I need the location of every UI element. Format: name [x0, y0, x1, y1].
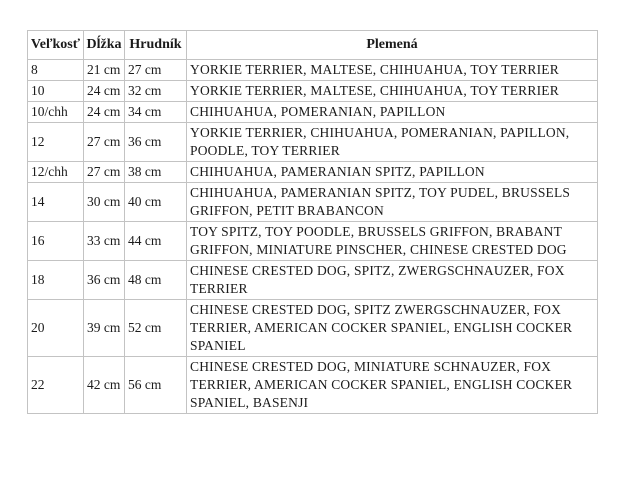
cell-breeds: TOY SPITZ, TOY POODLE, BRUSSELS GRIFFON, BRABANT GRIFFON, MINIATURE PINSCHER, CHINESE CRESTED DOG [187, 222, 598, 261]
cell-chest: 48 cm [125, 261, 187, 300]
cell-size: 16 [28, 222, 84, 261]
cell-length: 39 cm [84, 300, 125, 357]
cell-breeds: YORKIE TERRIER, CHIHUAHUA, POMERANIAN, PAPILLON, POODLE, TOY TERRIER [187, 123, 598, 162]
table-row [28, 222, 598, 261]
cell-size: 12 [28, 123, 84, 162]
cell-length: 27 cm [84, 123, 125, 162]
cell-chest: 44 cm [125, 222, 187, 261]
cell-size: 22 [28, 357, 84, 414]
table-row [28, 162, 598, 183]
cell-breeds: CHIHUAHUA, PAMERANIAN SPITZ, TOY PUDEL, BRUSSELS GRIFFON, PETIT BRABANCON [187, 183, 598, 222]
cell-length: 24 cm [84, 81, 125, 102]
cell-breeds: CHINESE CRESTED DOG, MINIATURE SCHNAUZER, FOX TERRIER, AMERICAN COCKER SPANIEL, ENGLISH COCKER SPANIEL, BASENJI [187, 357, 598, 414]
table-row [28, 123, 598, 162]
header-size: Veľkosť [28, 31, 84, 60]
cell-size: 18 [28, 261, 84, 300]
cell-length: 27 cm [84, 162, 125, 183]
cell-size: 10/chh [28, 102, 84, 123]
cell-size: 10 [28, 81, 84, 102]
cell-size: 12/chh [28, 162, 84, 183]
cell-length: 21 cm [84, 60, 125, 81]
cell-breeds: CHINESE CRESTED DOG, SPITZ ZWERGSCHNAUZER, FOX TERRIER, AMERICAN COCKER SPANIEL, ENGLISH COCKER SPANIEL [187, 300, 598, 357]
cell-length: 24 cm [84, 102, 125, 123]
cell-length: 33 cm [84, 222, 125, 261]
cell-chest: 52 cm [125, 300, 187, 357]
header-breeds: Plemená [187, 31, 598, 60]
table-header-row [28, 31, 598, 60]
cell-chest: 34 cm [125, 102, 187, 123]
cell-chest: 27 cm [125, 60, 187, 81]
cell-length: 36 cm [84, 261, 125, 300]
header-length: Dĺžka [84, 31, 125, 60]
cell-chest: 56 cm [125, 357, 187, 414]
table-row [28, 357, 598, 414]
cell-size: 14 [28, 183, 84, 222]
table-row [28, 300, 598, 357]
cell-chest: 40 cm [125, 183, 187, 222]
table-row [28, 81, 598, 102]
table-row [28, 102, 598, 123]
cell-chest: 32 cm [125, 81, 187, 102]
size-chart-table [27, 30, 598, 414]
table-row [28, 60, 598, 81]
cell-length: 30 cm [84, 183, 125, 222]
cell-breeds: CHIHUAHUA, PAMERANIAN SPITZ, PAPILLON [187, 162, 598, 183]
cell-breeds: CHINESE CRESTED DOG, SPITZ, ZWERGSCHNAUZER, FOX TERRIER [187, 261, 598, 300]
cell-size: 20 [28, 300, 84, 357]
cell-chest: 38 cm [125, 162, 187, 183]
cell-breeds: CHIHUAHUA, POMERANIAN, PAPILLON [187, 102, 598, 123]
cell-breeds: YORKIE TERRIER, MALTESE, CHIHUAHUA, TOY TERRIER [187, 81, 598, 102]
cell-breeds: YORKIE TERRIER, MALTESE, CHIHUAHUA, TOY TERRIER [187, 60, 598, 81]
table-row [28, 261, 598, 300]
cell-size: 8 [28, 60, 84, 81]
cell-chest: 36 cm [125, 123, 187, 162]
cell-length: 42 cm [84, 357, 125, 414]
header-chest: Hrudník [125, 31, 187, 60]
table-row [28, 183, 598, 222]
